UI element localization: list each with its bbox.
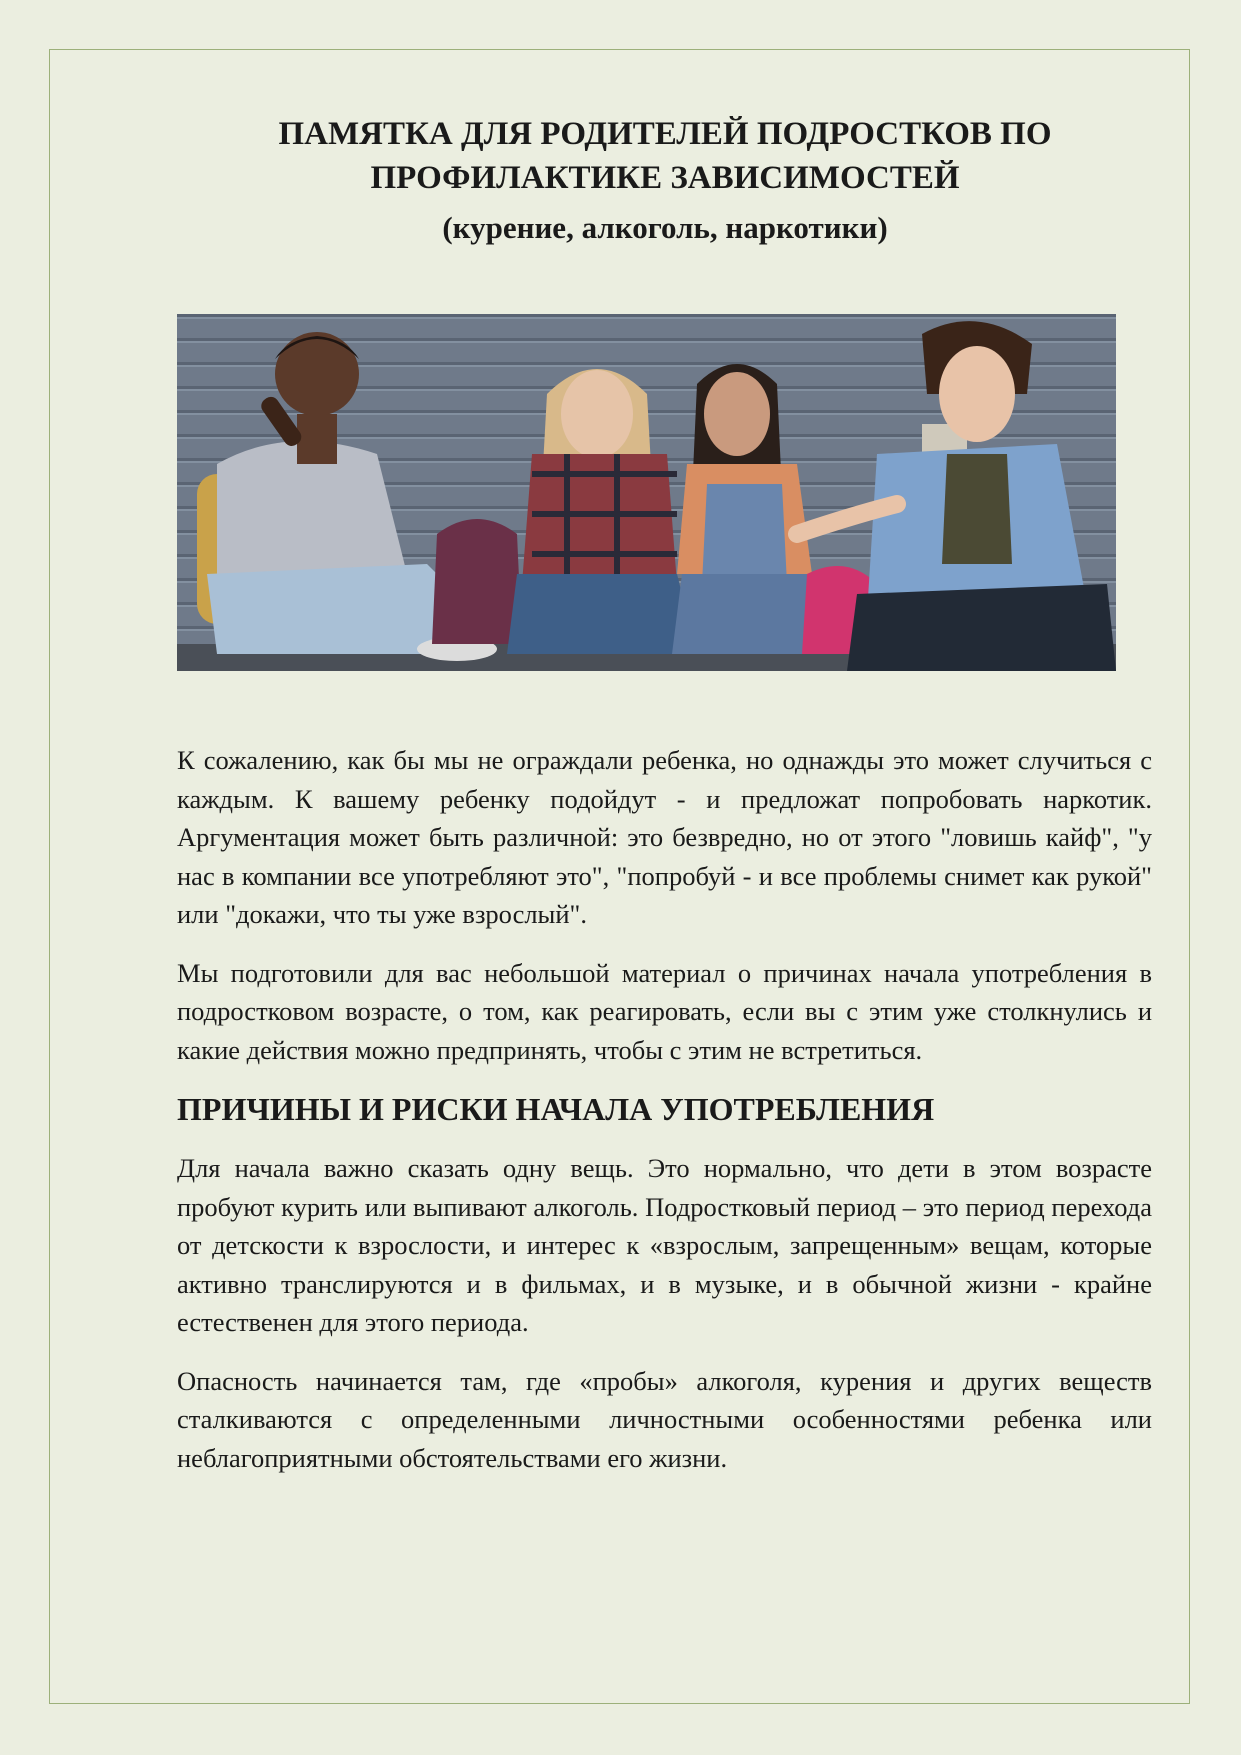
paragraph-material: Мы подготовили для вас небольшой материал о причинах начала употребления в подростковом возрасте, о том, как реагировать, если вы с этим уже столкнулись и какие действия можно предпринять, чтобы с этим не встретиться. bbox=[177, 957, 1152, 1065]
paragraph-intro: К сожалению, как бы мы не ограждали ребенка, но однажды это может случиться с каждым. К вашему ребенку подойдут - и предложат попробовать наркотик. Аргументация может быть различной: это безвредно, но от этого "ловишь кайф", "у нас в компании все употребляют это", "попробуй - и все проблемы снимет как рукой" или "докажи, что ты уже взрослый". bbox=[177, 745, 1152, 929]
teenagers-photo bbox=[177, 314, 1116, 671]
paragraph-danger: Опасность начинается там, где «пробы» алкоголя, курения и других веществ сталкиваются с определенными личностными особенностями ребенка или неблагоприятными обстоятельствами его жизни. bbox=[177, 1365, 1152, 1473]
document-title-block bbox=[170, 112, 1160, 250]
paragraph-normal-curiosity: Для начала важно сказать одну вещь. Это нормально, что дети в этом возрасте пробуют курить или выпивают алкоголь. Подростковый период – это период перехода от детскости к взрослости, и интерес к «взрослым, запрещенным» вещам, которые активно транслируются и в фильмах, и в музыке, и в обычной жизни - крайне естественен для этого периода. bbox=[177, 1153, 1152, 1337]
section-heading-causes: ПРИЧИНЫ И РИСКИ НАЧАЛА УПОТРЕБЛЕНИЯ bbox=[177, 1091, 935, 1127]
document-title-line-1: ПАМЯТКА ДЛЯ РОДИТЕЛЕЙ ПОДРОСТКОВ ПО bbox=[278, 116, 1052, 152]
document-subtitle: (курение, алкоголь, наркотики) bbox=[442, 210, 888, 245]
document-title-line-2: ПРОФИЛАКТИКЕ ЗАВИСИМОСТЕЙ bbox=[370, 160, 960, 196]
teenagers-photo-illustration bbox=[177, 314, 1116, 671]
document-body bbox=[177, 741, 1152, 1497]
